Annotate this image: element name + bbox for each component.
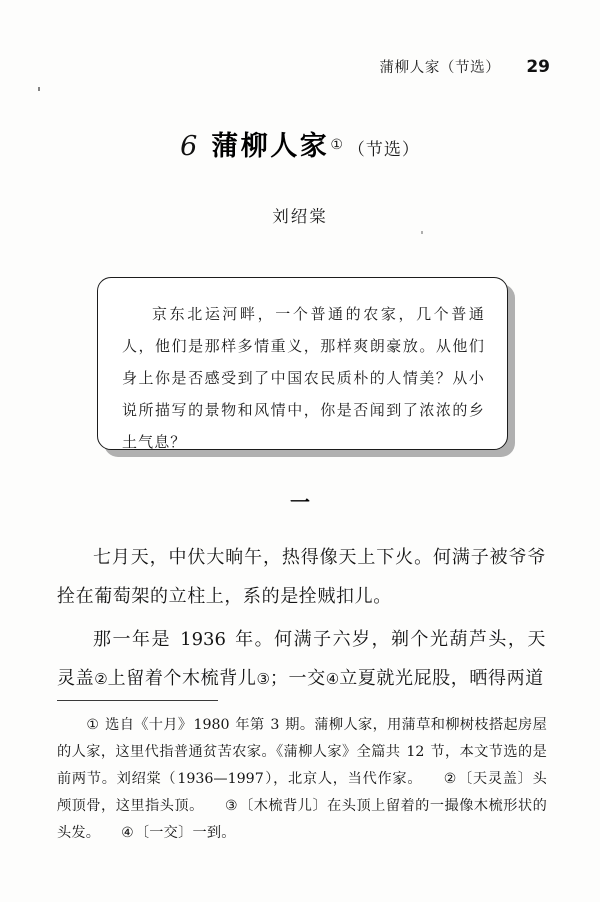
footnote-2-text: 〔天灵盖〕头颅顶骨，这里指头顶。 [57, 771, 547, 814]
running-head-title: 蒲柳人家（节选） [379, 60, 501, 76]
lesson-number: 6 [180, 131, 198, 162]
footnote-1-text-a: 选自《十月》 [100, 717, 193, 733]
footnote-marker-3: ③ [256, 670, 270, 688]
footnote-3-marker: ③ [224, 798, 239, 814]
author-name: 刘绍棠 [272, 207, 328, 226]
footnote-1-issue: 3 [270, 717, 280, 733]
footnotes-block [57, 712, 547, 847]
body-paragraph-1: 七月天，中伏大晌午，热得像天上下火。何满子被爷爷拴在葡萄架的立柱上，系的是拴贼扣儿。 [57, 547, 546, 607]
title-footnote-marker: ① [330, 136, 343, 153]
footnote-1-text-d: 节，本文节选的是前两节。刘绍棠（ [57, 744, 547, 787]
title-subtitle: （节选） [347, 140, 420, 160]
page-number: 29 [526, 57, 550, 77]
footnote-1-marker: ① [86, 717, 100, 733]
paragraph-2-segment-a: 那一年是 [93, 629, 179, 650]
footnote-1-chapter-count: 12 [406, 744, 425, 760]
footnote-1-text-c: 期。蒲柳人家，用蒲草和柳树枝搭起房屋的人家，这里代指普通贫苦农家。《蒲柳人家》全篇共 [57, 717, 547, 760]
footnote-1-year: 1980 [193, 717, 230, 733]
lesson-title: 蒲柳人家 [211, 131, 330, 162]
intro-box-frame [97, 277, 508, 450]
footnote-separator-rule [57, 700, 218, 701]
footnote-marker-4: ④ [325, 670, 340, 688]
footnote-1-lifespan: 1936—1997 [177, 771, 264, 787]
paragraph-2-year: 1936 [180, 629, 226, 650]
paragraph-2-segment-d: ；一交 [269, 668, 326, 689]
footnote-4-text: 〔一交〕一到。 [134, 825, 236, 841]
paragraph-2-segment-b: 年。何满子六岁，剃个光葫芦头，天灵盖 [57, 629, 546, 689]
paragraph-2-segment-c: 上留着个木梳背儿 [107, 668, 257, 689]
scan-artifact-speck-secondary [421, 231, 423, 234]
footnote-marker-2: ② [94, 670, 108, 688]
section-heading: 一 [290, 490, 310, 514]
footnote-3-text: 〔木梳背儿〕在头顶上留着的一撮像木梳形状的头发。 [57, 798, 547, 841]
footnote-4-marker: ④ [121, 825, 134, 841]
body-paragraph-2 [57, 620, 546, 699]
scan-artifact-speck [38, 87, 40, 91]
running-head [60, 56, 550, 77]
footnote-1-text-b: 年第 [230, 717, 270, 733]
page-title [0, 124, 600, 163]
footnote-1-text-e: ），北京人，当代作家。 [264, 771, 423, 787]
intro-box [97, 277, 508, 450]
intro-box-text: 京东北运河畔，一个普通的农家，几个普通人，他们是那样多情重义，那样爽朗豪放。从他们身上你是否感受到了中国农民质朴的人情美？从小说所描写的景物和风情中，你是否闻到了浓浓的乡土气息？ [122, 305, 485, 451]
body-text [57, 538, 546, 703]
paragraph-2-segment-e: 立夏就光屁股，晒得两道 [339, 668, 544, 689]
footnote-2-marker: ② [443, 771, 458, 787]
